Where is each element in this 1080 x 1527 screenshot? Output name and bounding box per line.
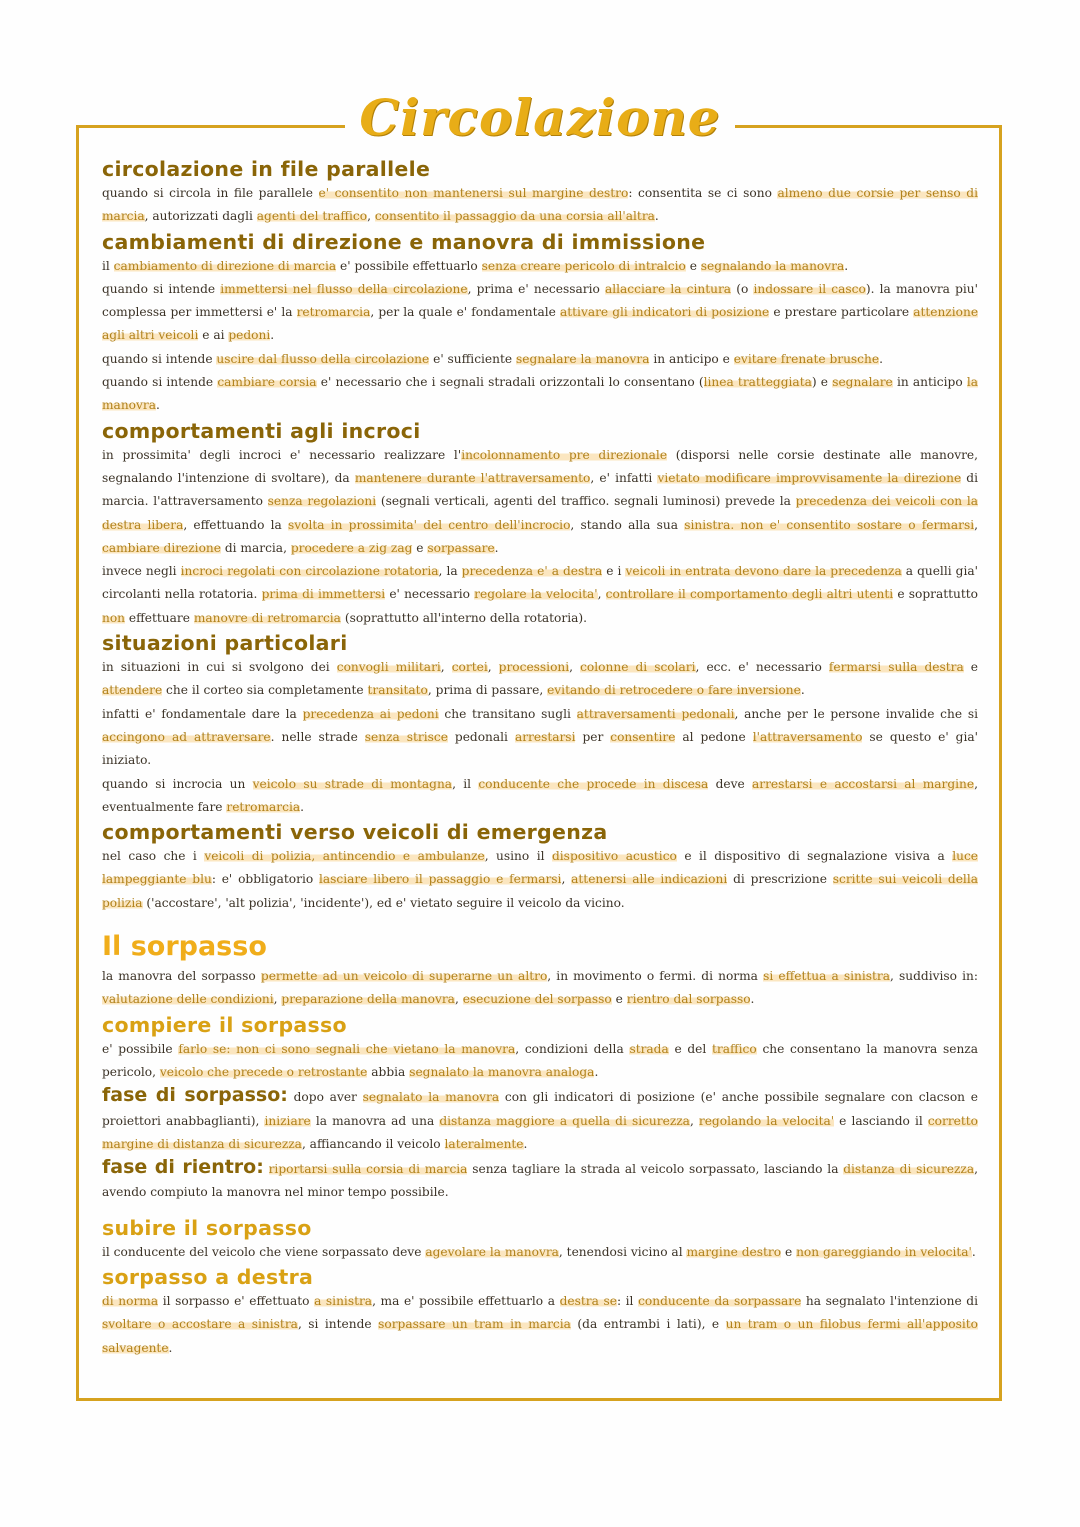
highlight: riportarsi sulla corsia di marcia <box>268 1162 468 1177</box>
text: , la <box>438 564 462 579</box>
text: il <box>102 258 114 273</box>
paragraph <box>102 278 978 348</box>
highlight: almeno due corsie per senso di marcia <box>102 186 979 224</box>
text: che il corteo sia completamente <box>162 683 368 698</box>
highlight: processioni <box>498 660 570 675</box>
text: (segnali verticali, agenti del traffico. segnali luminosi) prevede la <box>376 494 796 509</box>
text: , <box>367 209 375 224</box>
highlight: linea tratteggiata <box>703 375 812 390</box>
page-title: Circolazione <box>345 88 734 147</box>
text: . <box>594 1064 599 1079</box>
highlight: segnalare la manovra <box>515 351 650 366</box>
text: se questo e' gia' iniziato. <box>102 729 978 768</box>
text: dopo aver <box>287 1090 363 1105</box>
text: . <box>168 1340 173 1355</box>
highlight: fermarsi sulla destra <box>828 660 964 675</box>
highlight: preparazione della manovra <box>281 992 455 1007</box>
text: . <box>879 351 883 366</box>
highlight: regolare la velocita' <box>474 587 598 602</box>
highlight: cambiare direzione <box>102 540 221 555</box>
text: deve <box>708 776 752 791</box>
text: e ai <box>198 328 229 343</box>
highlight: permette ad un veicolo di superarne un altro <box>260 969 548 984</box>
highlight: attendere <box>102 683 163 698</box>
highlight: consentito il passaggio da una corsia all'altra <box>374 209 655 224</box>
highlight: un tram o un filobus fermi all'apposito salvagente <box>102 1317 979 1355</box>
highlight: attenersi alle indicazioni <box>571 872 728 887</box>
text: , usino il <box>484 849 552 864</box>
highlight: vietato modificare improvvisamente la direzione <box>657 470 962 485</box>
text: senza tagliare la strada al veicolo sorpassato, lasciando la <box>467 1162 844 1177</box>
text: e lasciando il <box>834 1113 928 1128</box>
highlight: cambiamento di direzione di marcia <box>113 258 337 273</box>
text: nel caso che i <box>102 849 205 864</box>
highlight: segnalato la manovra analoga <box>409 1064 595 1079</box>
highlight: scritte sui veicoli della polizia <box>102 872 978 910</box>
highlight: evitando di retrocedere o fare inversione <box>547 683 801 698</box>
text: (soprattutto all'interno della rotatoria). <box>340 610 588 625</box>
text: in anticipo <box>892 375 967 390</box>
highlight: dispositivo acustico <box>551 849 677 864</box>
text: e' necessario <box>385 587 475 602</box>
paragraph <box>102 560 978 630</box>
text: che transitano sugli <box>438 706 577 721</box>
highlight: di norma <box>102 1293 159 1308</box>
heading-il-sorpasso: Il sorpasso <box>102 931 267 963</box>
text: , in movimento o fermi. di norma <box>547 969 764 984</box>
highlight: immettersi nel flusso della circolazione <box>220 281 468 296</box>
text: la manovra ad una <box>310 1113 440 1128</box>
highlight: a sinistra <box>314 1293 373 1308</box>
heading-cambiamenti-direzione: cambiamenti di direzione e manovra di immissione <box>102 229 706 254</box>
text: , <box>440 660 452 675</box>
highlight: agevolare la manovra <box>425 1244 559 1259</box>
highlight: veicolo su strade di montagna <box>252 776 453 791</box>
text: (disporsi nelle corsie destinate alle manovre, segnalando l'intenzione di svoltare), da <box>102 447 978 485</box>
highlight: rientro dal sorpasso <box>626 992 751 1007</box>
notes-content <box>102 156 978 1360</box>
highlight: sorpassare <box>427 540 495 555</box>
text: , effettuando la <box>183 517 288 532</box>
paragraph <box>102 965 978 1012</box>
paragraph <box>102 1241 978 1264</box>
text: con gli indicatori di posizione (e' anche possibile segnalare con clacson e proiettori anabbaglianti), <box>102 1090 978 1128</box>
text: . <box>654 209 659 224</box>
text: , prima e' necessario <box>467 281 605 296</box>
heading-subire-sorpasso: subire il sorpasso <box>102 1215 312 1240</box>
paragraph <box>102 444 978 560</box>
highlight: cambiare corsia <box>217 375 317 390</box>
text: , <box>974 517 978 532</box>
highlight: farlo se: non ci sono segnali che vietano la manovra <box>178 1041 516 1056</box>
text: , <box>273 992 282 1007</box>
highlight: transitato <box>367 683 428 698</box>
highlight: incroci regolati con circolazione rotatoria <box>180 564 439 579</box>
highlight: precedenza ai pedoni <box>302 706 439 721</box>
text: , ecc. e' necessario <box>695 660 829 675</box>
text: : e' obbligatorio <box>211 872 319 887</box>
text: e <box>611 992 627 1007</box>
highlight: distanza di sicurezza <box>843 1162 975 1177</box>
highlight: uscire dal flusso della circolazione <box>216 351 430 366</box>
text: e' possibile effettuarlo <box>336 258 482 273</box>
text: , avendo compiuto la manovra nel minor tempo possibile. <box>102 1162 978 1200</box>
text: : il <box>616 1293 639 1308</box>
text: e <box>781 1244 797 1259</box>
text: in situazioni in cui si svolgono dei <box>102 660 337 675</box>
highlight: prima di immettersi <box>261 587 386 602</box>
paragraph <box>102 1290 978 1360</box>
highlight: veicoli in entrata devono dare la precedenza <box>625 564 902 579</box>
text: e' possibile <box>102 1041 179 1056</box>
text: quando si intende <box>102 351 217 366</box>
text: . <box>800 683 805 698</box>
highlight: svolta in prossimita' del centro dell'incrocio <box>287 517 571 532</box>
text: al pedone <box>675 729 753 744</box>
heading-veicoli-emergenza: comportamenti verso veicoli di emergenza <box>102 820 608 845</box>
text: per <box>575 729 611 744</box>
paragraph <box>102 703 978 773</box>
text: , stando alla sua <box>570 517 685 532</box>
heading-compiere-sorpasso: compiere il sorpasso <box>102 1012 347 1037</box>
highlight: attenzione agli altri veicoli <box>102 305 979 343</box>
text: , eventualmente fare <box>102 776 978 814</box>
text: quando si intende <box>102 375 218 390</box>
highlight: senza strisce <box>364 729 448 744</box>
highlight: conducente che procede in discesa <box>478 776 709 791</box>
subheading-fase-sorpasso: fase di sorpasso: <box>102 1084 288 1107</box>
highlight: indossare il casco <box>753 281 866 296</box>
highlight: traffico <box>712 1041 757 1056</box>
text: , suddiviso in: <box>890 969 978 984</box>
text: , affiancando il veicolo <box>301 1136 445 1151</box>
text: , <box>561 872 572 887</box>
text: , <box>487 660 499 675</box>
page-title-wrap <box>0 88 1080 147</box>
text: effettuare <box>125 610 194 625</box>
text: di marcia, <box>220 540 291 555</box>
text: e il dispositivo di segnalazione visiva a <box>676 849 953 864</box>
text: e' necessario che i segnali stradali orizzontali lo consentano ( <box>316 375 704 390</box>
highlight: destra se <box>559 1293 617 1308</box>
highlight: sorpassare un tram in marcia <box>378 1317 571 1332</box>
highlight: segnalando la manovra <box>700 258 845 273</box>
text: e i <box>602 564 626 579</box>
paragraph <box>102 182 978 229</box>
highlight: l'attraversamento <box>752 729 863 744</box>
highlight: la manovra <box>102 375 979 413</box>
text: e <box>685 258 701 273</box>
text: e <box>412 540 428 555</box>
highlight: arrestarsi <box>514 729 576 744</box>
text: a quelli gia' circolanti nella rotatoria. <box>102 564 978 602</box>
text: e' sufficiente <box>429 351 516 366</box>
highlight: strada <box>629 1041 669 1056</box>
highlight: incolonnamento pre direzionale <box>461 447 668 462</box>
text: , <box>569 660 581 675</box>
highlight: attraversamenti pedonali <box>576 706 735 721</box>
text: che consentano la manovra senza pericolo, <box>102 1041 978 1079</box>
highlight: arrestarsi e accostarsi al margine <box>752 776 975 791</box>
text: , <box>597 587 606 602</box>
highlight: lasciare libero il passaggio e fermarsi <box>318 872 562 887</box>
text: di prescrizione <box>727 872 833 887</box>
highlight: retromarcia <box>226 799 301 814</box>
text: e prestare particolare <box>769 305 914 320</box>
highlight: senza creare pericolo di intralcio <box>481 258 686 273</box>
text: . <box>156 398 160 413</box>
text: il conducente del veicolo che viene sorpassato deve <box>102 1244 426 1259</box>
text: abbia <box>367 1064 410 1079</box>
text: quando si intende <box>102 281 221 296</box>
highlight: lateralmente <box>444 1136 524 1151</box>
text <box>264 1162 269 1176</box>
highlight: margine destro <box>686 1244 782 1259</box>
highlight: esecuzione del sorpasso <box>462 992 612 1007</box>
highlight: corretto margine di distanza di sicurezza <box>102 1113 978 1151</box>
highlight: sinistra. non e' consentito sostare o fermarsi <box>684 517 975 532</box>
text: in prossimita' degli incroci e' necessario realizzare l' <box>102 447 462 462</box>
highlight: valutazione delle condizioni <box>102 992 274 1007</box>
highlight: e' consentito non mantenersi sul margine destro <box>318 186 629 200</box>
text: , <box>454 992 463 1007</box>
highlight: precedenza e' a destra <box>461 564 603 579</box>
highlight: senza regolazioni <box>267 494 377 509</box>
text: . <box>844 258 849 273</box>
highlight: colonne di scolari <box>580 660 696 675</box>
text: , e' infatti <box>590 470 658 485</box>
text: ) e <box>811 375 833 390</box>
text: pedonali <box>447 729 515 744</box>
text: . <box>270 328 275 343</box>
heading-situazioni-particolari: situazioni particolari <box>102 631 348 656</box>
text: ). la manovra piu' complessa per immettersi e' la <box>102 281 978 320</box>
highlight: retromarcia <box>296 305 371 320</box>
text: di marcia. l'attraversamento <box>102 470 979 509</box>
text: in anticipo e <box>649 351 734 366</box>
text: (o <box>731 281 754 296</box>
paragraph <box>102 1038 978 1085</box>
highlight: non gareggiando in velocita' <box>796 1244 972 1259</box>
text: , si intende <box>297 1317 379 1332</box>
text: : consentita se ci sono <box>628 186 778 200</box>
highlight: conducente da sorpassare <box>638 1293 802 1308</box>
text: invece negli <box>102 564 181 579</box>
paragraph <box>102 1084 978 1156</box>
text: . <box>750 992 755 1007</box>
heading-sorpasso-destra: sorpasso a destra <box>102 1264 314 1289</box>
highlight: procedere a zig zag <box>290 540 413 555</box>
text: . nelle strade <box>270 729 365 744</box>
text: infatti e' fondamentale dare la <box>102 706 303 721</box>
highlight: veicolo che precede o retrostante <box>159 1064 368 1079</box>
text: ha segnalato l'intenzione di <box>801 1293 978 1308</box>
text: e <box>963 660 979 675</box>
text: quando si incrocia un <box>102 776 253 791</box>
highlight: luce lampeggiante blu <box>102 849 978 887</box>
highlight: pedoni <box>228 328 271 343</box>
heading-file-parallele: circolazione in file parallele <box>102 157 431 181</box>
highlight: svoltare o accostare a sinistra <box>102 1317 298 1332</box>
highlight: agenti del traffico <box>256 209 368 224</box>
highlight: non <box>102 610 126 625</box>
highlight: accingono ad attraversare <box>102 729 271 744</box>
highlight: regolando la velocita' <box>698 1113 835 1128</box>
text: quando si circola in file parallele <box>102 186 319 200</box>
text: , il <box>452 776 479 791</box>
text: e del <box>668 1041 713 1056</box>
text: , condizioni della <box>515 1041 630 1056</box>
highlight: distanza maggiore a quella di sicurezza <box>439 1113 690 1128</box>
highlight: cortei <box>451 660 488 675</box>
paragraph <box>102 255 978 278</box>
text: . <box>971 1244 976 1259</box>
text: , <box>689 1113 699 1128</box>
text: , autorizzati dagli <box>144 209 257 224</box>
highlight: allacciare la cintura <box>604 281 732 296</box>
paragraph <box>102 1156 978 1205</box>
subheading-fase-rientro: fase di rientro: <box>102 1156 264 1179</box>
highlight: manovre di retromarcia <box>193 610 341 625</box>
text: ('accostare', 'alt polizia', 'incidente'), ed e' vietato seguire il veicolo da vicino. <box>142 895 625 910</box>
text: . <box>523 1136 528 1151</box>
highlight: segnalato la manovra <box>362 1090 500 1105</box>
paragraph <box>102 348 978 371</box>
heading-incroci: comportamenti agli incroci <box>102 418 421 443</box>
highlight: iniziare <box>264 1113 311 1128</box>
highlight: attivare gli indicatori di posizione <box>559 305 770 320</box>
text: . <box>494 540 499 555</box>
highlight: segnalare <box>832 375 893 390</box>
paragraph <box>102 656 978 703</box>
highlight: convogli militari <box>336 660 441 675</box>
highlight: veicoli di polizia, antincendio e ambulanze <box>204 849 485 864</box>
highlight: controllare il comportamento degli altri utenti <box>605 587 894 602</box>
highlight: evitare frenate brusche <box>733 351 880 366</box>
paragraph <box>102 845 978 915</box>
text: la manovra del sorpasso <box>102 969 261 984</box>
text: , per la quale e' fondamentale <box>370 305 560 320</box>
text: (da entrambi i lati), e <box>570 1317 726 1332</box>
text: , ma e' possibile effettuarlo a <box>372 1293 560 1308</box>
highlight: si effettua a sinistra <box>763 969 891 984</box>
paragraph <box>102 371 978 418</box>
text: , anche per le persone invalide che si <box>734 706 978 721</box>
text: il sorpasso e' effettuato <box>158 1293 315 1308</box>
paragraph <box>102 773 978 820</box>
highlight: mantenere durante l'attraversamento <box>354 470 591 485</box>
highlight: precedenza dei veicoli con la destra libera <box>102 494 979 532</box>
text: , prima di passare, <box>427 683 548 698</box>
highlight: consentire <box>610 729 676 744</box>
text: , tenendosi vicino al <box>558 1244 687 1259</box>
text: e soprattutto <box>893 587 978 602</box>
text: . <box>300 799 304 814</box>
